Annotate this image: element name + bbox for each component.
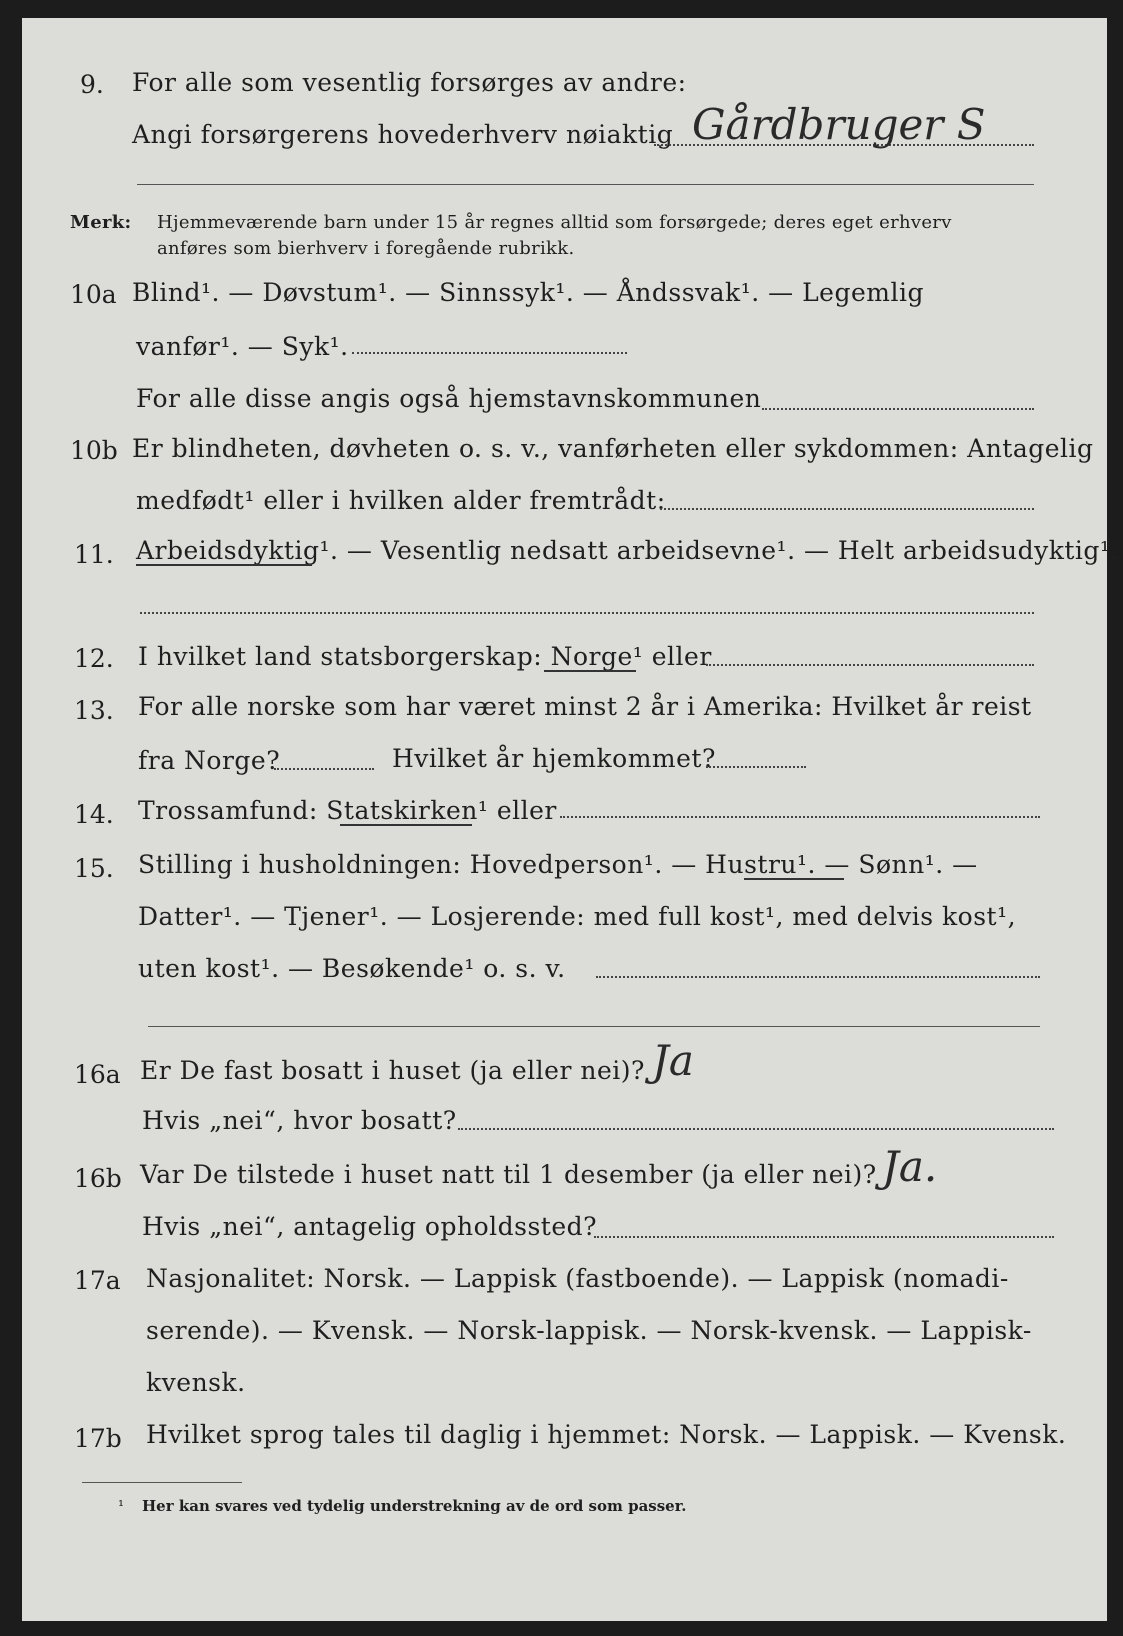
q12-underline-norge xyxy=(544,670,636,672)
q15-line2: Datter¹. — Tjener¹. — Losjerende: med full kost¹, med delvis kost¹, xyxy=(138,902,1017,931)
q17a-line1: Nasjonalitet: Norsk. — Lappisk (fastboende). — Lappisk (nomadi- xyxy=(146,1264,1009,1293)
q16a-line1: Er De fast bosatt i huset (ja eller nei)? xyxy=(140,1056,645,1085)
q13-line1: For alle norske som har været minst 2 år i Amerika: Hvilket år reist xyxy=(138,692,1032,721)
q14-line1: Trossamfund: Statskirken¹ eller xyxy=(138,796,557,825)
q11-blank xyxy=(140,612,1034,614)
q13-number: 13. xyxy=(74,696,114,725)
q9-number: 9. xyxy=(80,70,104,99)
q10a-line1: Blind¹. — Døvstum¹. — Sinnssyk¹. — Åndssvak¹. — Legemlig xyxy=(132,278,924,307)
q11-number: 11. xyxy=(74,540,114,569)
q17b-number: 17b xyxy=(74,1424,122,1453)
q17a-line3: kvensk. xyxy=(146,1368,246,1397)
q12-line1: I hvilket land statsborgerskap: Norge¹ eller xyxy=(138,642,712,671)
q10a-line2: vanfør¹. — Syk¹. xyxy=(136,332,349,361)
q10b-number: 10b xyxy=(70,436,118,465)
q9-line2: Angi forsørgerens hovederhverv nøiaktig xyxy=(132,120,674,149)
q16b-line1: Var De tilstede i huset natt til 1 desember (ja eller nei)? xyxy=(140,1160,877,1189)
q14-blank xyxy=(560,816,1040,818)
q13-hjemkommet-blank xyxy=(706,766,806,768)
q10a-number: 10a xyxy=(70,280,117,309)
q17a-line2: serende). — Kvensk. — Norsk-lappisk. — Norsk-kvensk. — Lappisk- xyxy=(146,1316,1032,1345)
q16b-number: 16b xyxy=(74,1164,122,1193)
census-form-page xyxy=(22,18,1119,1621)
q11-underline-arbeidsdyktig xyxy=(136,564,312,566)
q13-line2b: Hvilket år hjemkommet? xyxy=(392,744,716,773)
q10a-line2-blank xyxy=(352,352,627,354)
q10b-blank xyxy=(660,508,1034,510)
q10a-line3: For alle disse angis også hjemstavnskommunen xyxy=(136,384,762,413)
q9-line1: For alle som vesentlig forsørges av andre: xyxy=(132,68,687,97)
q13-line2a: fra Norge? xyxy=(138,746,281,775)
q14-number: 14. xyxy=(74,800,114,829)
merk-line1: Hjemmeværende barn under 15 år regnes alltid som forsørgede; deres eget erhverv xyxy=(157,212,952,233)
q14-underline-statskirken xyxy=(340,824,472,826)
q16a-blank xyxy=(458,1128,1054,1130)
q13-reist-blank xyxy=(274,768,374,770)
q15-underline-hustru xyxy=(744,878,844,880)
q10b-line1: Er blindheten, døvheten o. s. v., vanførheten eller sykdommen: Antagelig xyxy=(132,434,1094,463)
q16b-blank xyxy=(594,1236,1054,1238)
footnote-mark: ¹ xyxy=(118,1497,125,1515)
q16a-number: 16a xyxy=(74,1060,121,1089)
merk-label: Merk: xyxy=(70,212,132,233)
q15-line3: uten kost¹. — Besøkende¹ o. s. v. xyxy=(138,954,566,983)
footnote-text: Her kan svares ved tydelig understrekning av de ord som passer. xyxy=(142,1497,687,1515)
q16b-handwritten-answer: Ja. xyxy=(882,1142,938,1191)
footnote-separator xyxy=(82,1482,242,1483)
q15-line1: Stilling i husholdningen: Hovedperson¹. — Hustru¹. — Sønn¹. — xyxy=(138,850,978,879)
q15-extra-line xyxy=(148,1026,1040,1027)
q16a-line2: Hvis „nei“, hvor bosatt? xyxy=(142,1106,457,1135)
q16b-line2: Hvis „nei“, antagelig opholdssted? xyxy=(142,1212,598,1241)
q17b-line1: Hvilket sprog tales til daglig i hjemmet: Norsk. — Lappisk. — Kvensk. xyxy=(146,1420,1067,1449)
q10b-line2: medfødt¹ eller i hvilken alder fremtrådt: xyxy=(136,486,666,515)
q12-blank xyxy=(706,664,1034,666)
q16a-handwritten-answer: Ja xyxy=(652,1036,694,1085)
q9-handwritten-answer: Gårdbruger S xyxy=(692,100,986,149)
q12-number: 12. xyxy=(74,644,114,673)
q17a-number: 17a xyxy=(74,1266,121,1295)
q15-blank xyxy=(596,976,1040,978)
q15-number: 15. xyxy=(74,854,114,883)
q11-line1: Arbeidsdyktig¹. — Vesentlig nedsatt arbeidsevne¹. — Helt arbeidsudyktig¹. xyxy=(136,536,1119,565)
q9-extra-line xyxy=(137,184,1034,185)
merk-line2: anføres som bierhverv i foregående rubrikk. xyxy=(157,238,575,259)
q10a-line3-blank xyxy=(762,408,1034,410)
